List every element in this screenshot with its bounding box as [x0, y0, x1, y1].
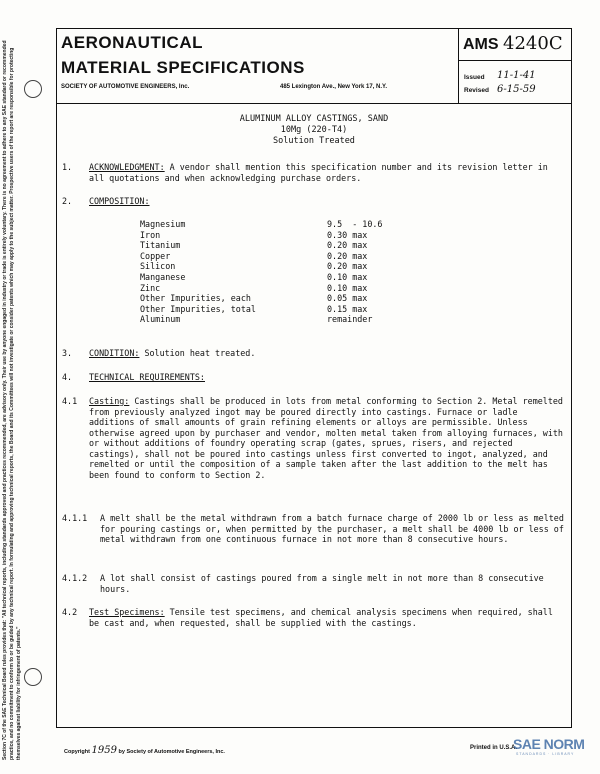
copyright-label: Copyright — [64, 749, 90, 755]
section-text: A melt shall be the metal withdrawn from a batch furnace charge of 2000 lb or less as melted for pouring castings or, when permitted by the purchaser, a melt shall be 4000 lb or less of metal withdrawn from one continuous furnace in not more than 8 consecutive hours. — [100, 513, 564, 544]
section-body — [89, 396, 567, 480]
element-value: 0.20 max — [327, 250, 368, 261]
element-value: 0.30 max — [327, 229, 368, 240]
element-value: 9.5 - 10.6 — [327, 219, 383, 229]
composition-elements — [140, 219, 256, 325]
element-name: Iron — [140, 229, 161, 240]
element-name: Zinc — [140, 282, 161, 293]
section-heading: TECHNICAL REQUIREMENTS: — [89, 372, 205, 382]
section-number: 3. — [62, 348, 73, 358]
element-value: 0.10 max — [327, 271, 368, 282]
element-value: 0.10 max — [327, 282, 368, 293]
element-name: Manganese — [140, 271, 186, 282]
section-body — [89, 607, 567, 628]
spec-alloy: 10Mg (220-T4) — [280, 125, 348, 135]
ams-designation — [463, 33, 563, 54]
section-text: A lot shall consist of castings poured from a single melt in not more than 8 consecutive hours. — [100, 573, 544, 594]
punch-hole-bottom — [24, 668, 42, 686]
revised-label: Revised — [464, 87, 489, 94]
element-name: Titanium — [140, 240, 181, 251]
revised-date: 6-15-59 — [497, 84, 536, 95]
issued-date: 11-1-41 — [497, 70, 536, 81]
section-text: Solution heat treated. — [139, 348, 256, 358]
section-heading: CONDITION: — [89, 348, 140, 358]
element-name: Aluminum — [140, 314, 181, 325]
footer-copyright — [64, 745, 225, 756]
copyright-holder: by Society of Automotive Engineers, Inc. — [118, 749, 225, 755]
header-title-line2: MATERIAL SPECIFICATIONS — [61, 58, 305, 77]
section-number: 4.1.1 — [62, 513, 88, 523]
section-number: 4.1.2 — [62, 573, 88, 583]
section-number: 1. — [62, 162, 73, 172]
section-number: 4.2 — [62, 607, 78, 617]
section-number: 4.1 — [62, 396, 78, 406]
section-number: 2. — [62, 196, 73, 206]
spec-condition: Solution Treated — [273, 136, 355, 146]
section-text: A vendor shall mention this specification number and its revision letter in all quotations and when acknowledging purchase orders. — [89, 162, 548, 183]
element-name: Other Impurities, each — [140, 293, 251, 304]
element-value: 0.05 max — [327, 293, 368, 304]
ams-number: 4240C — [503, 33, 563, 54]
watermark-logo: SAE NORM — [513, 736, 585, 752]
society-name: SOCIETY OF AUTOMOTIVE ENGINEERS, Inc. — [61, 84, 190, 90]
side-legal-note: Section 7C of the SAE Technical Board rules provides that: "All technical reports, including standards approved and practices recommended, are advisory only. Their use by anyone engaged in industry or trade is entirely voluntary. There is no agreement to adhere to any SAE standard or recommended practice, and no commitment to conform to or be guided by any technical report. In formulating and approving technical reports, the Board and its Committees will not investigate or consider patents which may apply to the subject matter. Prospective users of the report are responsible for protecting themselves against liability for infringement of patents." — [2, 40, 22, 760]
section-heading: Casting: — [89, 396, 130, 406]
element-value: 0.20 max — [327, 240, 368, 251]
watermark-subtext: STANDARDS · LIBRARY — [516, 752, 575, 756]
element-name: Silicon — [140, 261, 176, 272]
ams-label: AMS — [463, 36, 499, 53]
section-text: Tensile test specimens, and chemical analysis specimens when required, shall be cast and, when requested, shall be supplied with the castings. — [89, 607, 553, 628]
composition-values — [327, 219, 382, 325]
header-box-divider — [458, 60, 572, 61]
copyright-year: 1959 — [91, 745, 117, 756]
element-name: Other Impurities, total — [140, 303, 256, 314]
element-value: 0.15 max — [327, 303, 368, 314]
section-heading: COMPOSITION: — [89, 196, 150, 206]
issued-label: Issued — [464, 74, 485, 81]
spec-title: ALUMINUM ALLOY CASTINGS, SAND — [239, 114, 389, 124]
header-title-line1: AERONAUTICAL — [61, 33, 203, 52]
section-number: 4. — [62, 372, 73, 382]
punch-hole-top — [24, 80, 42, 98]
header-vertical-divider — [458, 28, 459, 104]
section-heading: ACKNOWLEDGMENT: — [89, 162, 165, 172]
section-body — [89, 196, 567, 207]
element-name: Copper — [140, 250, 171, 261]
section-text: Castings shall be produced in lots from metal conforming to Section 2. Metal remelted from previously analyzed ingot may be poured directly into castings. Furnace or ladle additions of small amounts of grain refining elements or alloys are permissible. Unless otherwise agreed upon by purchaser and vendor, molten metal taken from alloying furnaces, with or without additions of foundry operating scrap (gates, sprues, risers, and rejected castings), shall not be poured into castings unless first converted to ingot, analyzed, and remelted or until the composition of a sample taken after the last addition to the melt has been found to conform to Section 2. — [89, 396, 563, 480]
element-name: Magnesium — [140, 219, 186, 229]
element-value: 0.20 max — [327, 261, 368, 272]
section-body — [89, 372, 567, 383]
society-address: 485 Lexington Ave., New York 17, N.Y. — [280, 84, 388, 90]
header-divider — [56, 103, 572, 104]
section-body — [89, 162, 567, 183]
element-value: remainder — [327, 314, 373, 325]
section-body — [89, 348, 567, 359]
footer-printed: Printed in U.S.A. — [470, 745, 518, 751]
section-heading: Test Specimens: — [89, 607, 165, 617]
